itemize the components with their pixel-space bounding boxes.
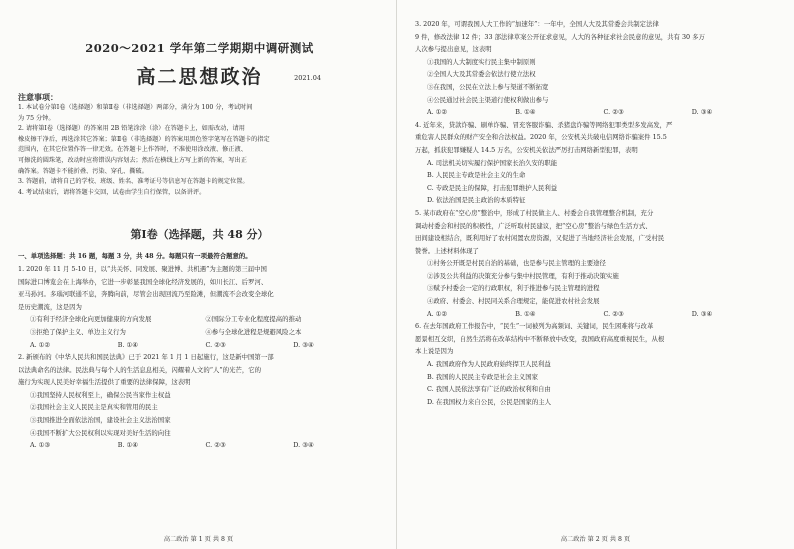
option: ③我国推进全面依法治国，建设社会主义法治国家 (30, 416, 171, 425)
question-stem: 田间建设相结合，既利用好了农村闲置农房资源，又促进了当地经济社会发展，广受村民 (415, 234, 665, 243)
question-1 (18, 263, 381, 351)
option-row (18, 326, 381, 339)
notice-line: 范围内，在其它位置作答一律无效。在答题卡上作答时，不准使用涂改液、修正液、 (18, 146, 247, 154)
question-stem: 重危害人民群众的财产安全和合法权益。2020 年，公安机关共破电信网络诈骗案件 15.5 (415, 133, 667, 142)
question-stem: 国际进口博览会在上海举办，它进一步彰显我国全球化经济发展的，如川长江、后罗河、 (18, 277, 268, 286)
notice-line: 2. 请将第Ⅰ卷（选择题）的答案用 2B 铅笔涂涂（涂）在答题卡上，如需改动，请用 (18, 125, 245, 133)
option: C. 我国人民依法享有广泛的政治权利和自由 (427, 385, 551, 394)
notice-title: 注意事项： (18, 92, 58, 102)
option: ①村务公开既是村民自治的基础，也是参与民主管理的主要途径 (427, 259, 606, 268)
option: ②涉及公共利益的决策充分参与集中村民管理，有利于推动决策实施 (427, 271, 619, 280)
option: D. 在我国权力来自公民，公民是国家的主人 (427, 397, 551, 406)
answer-choice: D. ③④ (691, 108, 713, 117)
notice-line: 3. 答题前，请将自己的学校、班级、姓名、准考证号等信息写在答题卡的规定位置。 (18, 178, 249, 186)
answer-choice: B. ①④ (117, 340, 138, 349)
subject-title: 高二思想政治 (136, 66, 263, 88)
option: ②国际分工专业化程度提高的推动 (205, 315, 302, 324)
question-stem: 3. 2020 年，可谓我国人大工作的“加速年”：一年中，全国人大及其常委会共制定法律 (415, 20, 659, 28)
question-stem: 人次参与提出意见，这表明 (415, 45, 492, 54)
option: A. 我国政府作为人民政府始终捍卫人民利益 (427, 360, 551, 369)
question-stem: 以法典命名的法律。民法典与每个人的生活息息相关，闪耀着人文的“人”的光芒，它的 (18, 365, 261, 374)
question-stem: 万起，抓获犯罪嫌疑人 14.5 万名，公安机关依法严厉打击网络新型犯罪，表明 (415, 145, 638, 154)
question-stem: 调动村委会和村民的积极性，广泛听取村民建议，把“空心房”整治与绿色生活方式、 (415, 221, 652, 230)
question-stem: 2. 新颁布的《中华人民共和国民法典》已于 2021 年 1 月 1 日起施行，这是新中国第一部 (18, 353, 274, 362)
option: A. 司法机关切实履行保护国家长治久安的职能 (427, 158, 558, 167)
subject-row (18, 60, 381, 90)
notice-line: 橡皮擦干净后，再选涂其它答案；第Ⅱ卷（非选择题）的答案用黑色签字笔写在答题卡的指定 (18, 135, 270, 143)
question-stem: 6. 在去年国政府工作报告中，“民生”一词被列为高频词、关键词，民生困难将与改革 (415, 322, 654, 331)
answer-choice: C. ②③ (205, 340, 226, 349)
question-stem: 5. 某市政府在“空心房”整治中，形成了村民做主人、村委会自我管理整合机制，充分 (415, 208, 654, 217)
question-3 (415, 18, 780, 119)
option: ②我国社会主义人民民主是真实和管用的民主 (30, 403, 158, 412)
answer-choice: C. ②③ (205, 441, 226, 450)
answer-row (415, 308, 780, 321)
answer-choice: B. ①④ (117, 441, 138, 450)
answer-row (415, 106, 780, 119)
question-stem: 赞誉。上述材料体现了 (415, 246, 479, 255)
question-2 (18, 351, 381, 452)
question-stem: 1. 2020 年 11 月 5-10 日，以“共关怀、同发展、聚进博、共机遇”为主题的第三届中国 (18, 264, 267, 273)
option: D. 依法治国是民主政治的本质特征 (427, 196, 526, 205)
option: ④我国不断扩大公民权利以实现对美好生活的向往 (30, 428, 171, 437)
option: ①我国的人大制度实行民主集中制原则 (427, 57, 536, 66)
page-footer: 高二政治 第 1 页 共 8 页 (163, 536, 234, 543)
question-stem: 4. 近年来，贷款诈骗、刷单诈骗、冒充客服诈骗、杀猪盘诈骗等网络犯罪类型多发高发，严 (415, 120, 673, 129)
question-stem: 是历史潮流，这是因为 (18, 302, 82, 311)
question-6 (415, 320, 780, 408)
option: ④公民通过社会民主渠道行使权利做出参与 (427, 95, 549, 104)
page-2 (397, 0, 794, 549)
answer-choice: A. ①② (427, 309, 448, 318)
question-4 (415, 119, 780, 207)
option: ④政府、村委会、村民同关系合理规定，能促进农村社会发展 (427, 297, 600, 306)
notice-line: 为 75 分钟。 (18, 114, 55, 122)
question-5 (415, 207, 780, 320)
notice-line: 4. 考试结束后，请将答题卡交回，试卷由学生自行保管，以备讲评。 (18, 188, 206, 196)
option: B. 人民民主专政是社会主义的生命 (427, 171, 526, 180)
option: ③拒绝了保护主义、单边主义行为 (30, 327, 126, 336)
part-heading: 一、单项选择题：共 16 题，每题 3 分，共 48 分。每题只有一项最符合题意的。 (18, 252, 252, 261)
answer-row (18, 439, 381, 452)
answer-choice: B. ①④ (515, 108, 536, 117)
answer-choice: A. ①② (427, 108, 448, 117)
exam-date: 2021.04 (294, 74, 321, 82)
option: ②全国人大及其常委会依法行使立法权 (427, 70, 536, 79)
notice-line: 确答案。答题卡不能折叠、污染、穿孔、撕破。 (18, 167, 148, 175)
option: ③赋予村委会一定的行政职权，利于推进参与民主管理的进程 (427, 284, 600, 293)
section-title: 第Ⅰ卷（选择题，共 48 分） (130, 228, 269, 242)
exam-title: 2020～2021 学年第二学期期中调研测试 (85, 41, 314, 55)
question-stem: 愿景相互交织，自然生活将在改革结构中不断释放中改变，我国政府高度重视民生，从根 (415, 334, 665, 343)
answer-choice: C. ②③ (603, 108, 624, 117)
notice-line: 1. 本试卷分第Ⅰ卷（选择题）和第Ⅱ卷（非选择题）两部分，满分为 100 分，考试时间 (18, 104, 253, 111)
answer-choice: D. ③④ (293, 340, 314, 349)
option: B. 我国的人民民主专政是社会主义国家 (427, 372, 539, 381)
option-row (18, 313, 381, 326)
answer-choice: A. ①② (30, 340, 51, 349)
answer-choice: D. ③④ (293, 441, 314, 450)
answer-choice: B. ①④ (515, 309, 536, 318)
notice-line: 可擦洗的圆珠笔，改动时应将错误内容划去；然后在横线上方写上新的答案，写出正 (18, 156, 247, 164)
option: ③在我国，公民在立法上参与渠道不断拓宽 (427, 82, 549, 91)
option: ①我国坚持人民权利至上，确保公民当家作主权益 (30, 390, 171, 399)
question-stem: 施行为实现人民美好幸福生活提供了重要的法律保障，这表明 (18, 378, 191, 387)
question-stem: 本上说是因为 (415, 347, 454, 356)
answer-row (18, 339, 381, 352)
page-footer: 高二政治 第 2 页 共 8 页 (560, 536, 631, 543)
question-stem: 亚马孙河。多瑙河联通不息，奔腾向前，尽管会出现回流乃至险滩，但潮流不会改变全球化 (18, 290, 274, 299)
answer-choice: A. ①③ (30, 441, 51, 450)
answer-choice: C. ②③ (603, 309, 624, 318)
answer-choice: D. ③④ (691, 309, 713, 318)
option: ①有利于经济全球化向更加健康的方向发展 (30, 315, 152, 324)
option: ④参与全球化进程是规避风险之本 (205, 327, 302, 336)
question-stem: 9 件，修改法律 12 件；33 部法律草案公开征求意见，人大的各种征求社会民意的意见，共有 30 多万 (415, 32, 705, 41)
option: C. 专政是民主的保障，打击犯罪维护人民利益 (427, 183, 558, 192)
